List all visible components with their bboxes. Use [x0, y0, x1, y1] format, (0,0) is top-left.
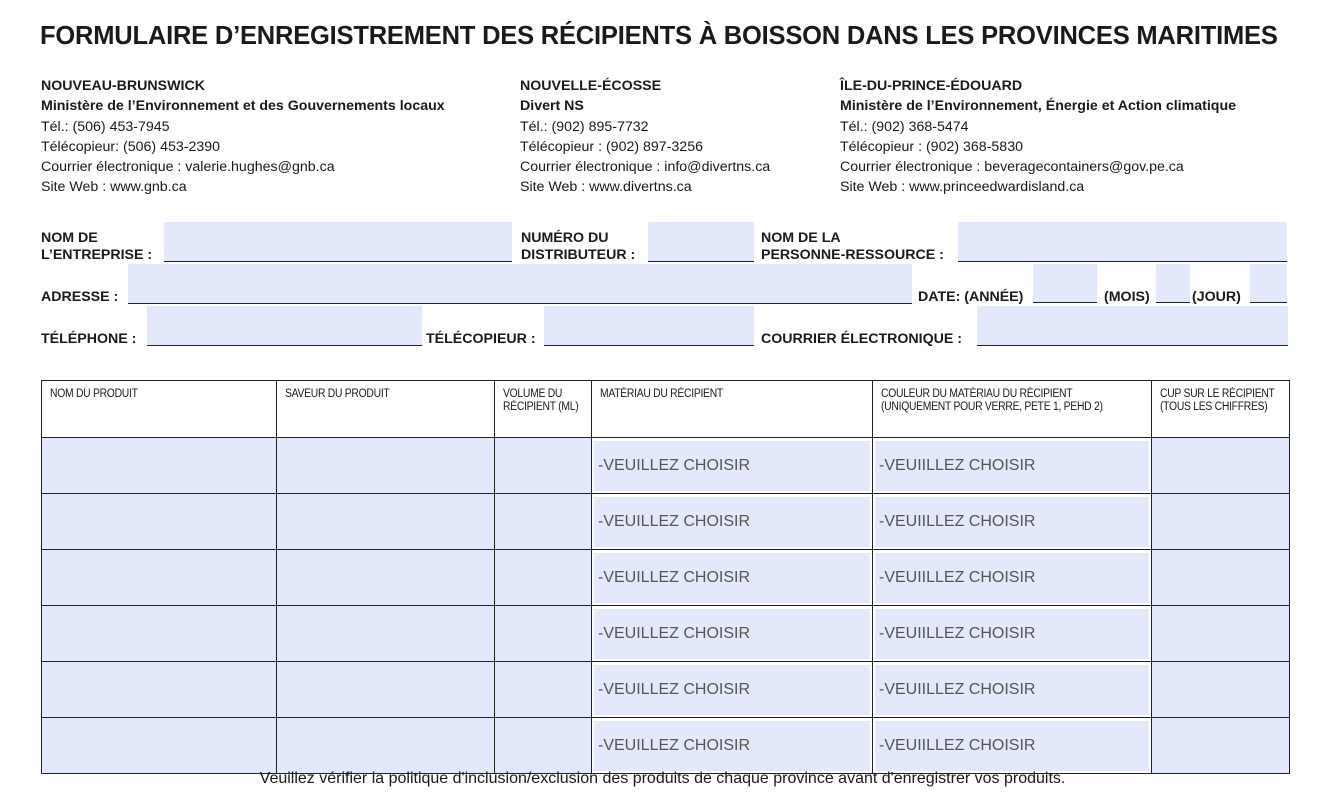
- header-line: (UNIQUEMENT POUR VERRE, PETE 1, PEHD 2): [881, 401, 1103, 413]
- date-year-label: DATE: (ANNÉE): [918, 289, 1024, 305]
- label-line: DISTRIBUTEUR :: [521, 247, 636, 263]
- color-select-cell: [873, 718, 1152, 774]
- table-row: [42, 606, 1290, 662]
- contact-person-field[interactable]: [958, 222, 1287, 262]
- product-table: [41, 380, 1290, 774]
- date-month-field[interactable]: [1156, 264, 1190, 303]
- agency-name: Ministère de l’Environnement et des Gouvernements locaux: [41, 98, 445, 115]
- address-label: ADRESSE :: [41, 289, 119, 305]
- province-name: NOUVEAU-BRUNSWICK: [41, 78, 205, 94]
- province-name: NOUVELLE-ÉCOSSE: [520, 78, 662, 94]
- color-select-cell: [873, 550, 1152, 606]
- header-product-flavor: [277, 381, 495, 438]
- product-name-cell[interactable]: [42, 606, 277, 662]
- product-flavor-cell[interactable]: [277, 606, 495, 662]
- container-volume-cell[interactable]: [495, 718, 592, 774]
- contact-pei: [840, 76, 1236, 198]
- material-select[interactable]: -VEUILLEZ CHOISIR: [594, 721, 870, 771]
- container-volume-cell[interactable]: [495, 662, 592, 718]
- material-select-cell: [592, 662, 873, 718]
- header-line: COULEUR DU MATÉRIAU DU RÉCIPIENT: [881, 388, 1073, 400]
- label-line: NOM DE LA: [761, 230, 841, 246]
- header-line: MATÉRIAU DU RÉCIPIENT: [600, 388, 723, 400]
- upc-cell[interactable]: [1152, 494, 1290, 550]
- header-material-color: [873, 381, 1152, 438]
- material-select-cell: [592, 438, 873, 494]
- date-day-field[interactable]: [1250, 264, 1287, 303]
- province-name: ÎLE-DU-PRINCE-ÉDOUARD: [840, 78, 1023, 94]
- contact-new-brunswick: [41, 76, 445, 198]
- table-row: [42, 438, 1290, 494]
- date-day-label: (JOUR): [1192, 289, 1241, 305]
- label-line: PERSONNE-RESSOURCE :: [761, 247, 944, 263]
- email-text: Courrier électronique : info@divertns.ca: [520, 159, 771, 176]
- color-select-cell: [873, 494, 1152, 550]
- material-select-cell: [592, 718, 873, 774]
- product-flavor-cell[interactable]: [277, 438, 495, 494]
- label-line: L’ENTREPRISE :: [41, 247, 153, 263]
- company-name-field[interactable]: [164, 222, 512, 262]
- container-volume-cell[interactable]: [495, 438, 592, 494]
- product-flavor-cell[interactable]: [277, 718, 495, 774]
- agency-name: Divert NS: [520, 98, 584, 115]
- upc-cell[interactable]: [1152, 662, 1290, 718]
- phone-text: Tél.: (902) 368-5474: [840, 118, 969, 135]
- color-select[interactable]: -VEUIILLEZ CHOISIR: [875, 497, 1149, 547]
- header-container-material: [592, 381, 873, 438]
- fax-text: Télécopieur : (902) 897-3256: [520, 138, 703, 155]
- email-field[interactable]: [977, 306, 1288, 346]
- header-line: RÉCIPIENT (ML): [503, 401, 579, 413]
- color-select-cell: [873, 606, 1152, 662]
- color-select[interactable]: -VEUIILLEZ CHOISIR: [875, 441, 1149, 491]
- header-line: NOM DU PRODUIT: [50, 388, 138, 400]
- fax-text: Télécopieur : (902) 368-5830: [840, 138, 1023, 155]
- footnote: Veuillez vérifier la politique d'inclusion/exclusion des produits de chaque province avant d'enregistrer vos produits.: [259, 770, 1066, 787]
- header-upc: [1152, 381, 1290, 438]
- date-year-field[interactable]: [1033, 264, 1097, 303]
- material-select[interactable]: -VEUILLEZ CHOISIR: [594, 441, 870, 491]
- product-name-cell[interactable]: [42, 662, 277, 718]
- agency-name: Ministère de l’Environnement, Énergie et Action climatique: [840, 98, 1237, 115]
- product-name-cell[interactable]: [42, 438, 277, 494]
- website-text: Site Web : www.gnb.ca: [41, 179, 187, 196]
- product-name-cell[interactable]: [42, 718, 277, 774]
- material-select[interactable]: -VEUILLEZ CHOISIR: [594, 497, 870, 547]
- fax-field[interactable]: [544, 306, 754, 346]
- material-select-cell: [592, 606, 873, 662]
- header-line: VOLUME DU: [503, 388, 563, 400]
- date-month-label: (MOIS): [1104, 289, 1150, 305]
- header-line: (TOUS LES CHIFFRES): [1160, 401, 1268, 413]
- material-select-cell: [592, 550, 873, 606]
- header-line: CUP SUR LE RÉCIPIENT: [1160, 388, 1275, 400]
- fax-label: TÉLÉCOPIEUR :: [426, 331, 536, 347]
- table-row: [42, 662, 1290, 718]
- container-volume-cell[interactable]: [495, 550, 592, 606]
- phone-text: Tél.: (902) 895-7732: [520, 118, 649, 135]
- form-title: FORMULAIRE D’ENREGISTREMENT DES RÉCIPIENTS À BOISSON DANS LES PROVINCES MARITIMES: [40, 22, 1278, 50]
- container-volume-cell[interactable]: [495, 494, 592, 550]
- header-container-volume: [495, 381, 592, 438]
- product-flavor-cell[interactable]: [277, 550, 495, 606]
- upc-cell[interactable]: [1152, 550, 1290, 606]
- color-select[interactable]: -VEUIILLEZ CHOISIR: [875, 609, 1149, 659]
- header-product-name: [42, 381, 277, 438]
- address-field[interactable]: [128, 264, 912, 304]
- table-row: [42, 718, 1290, 774]
- phone-field[interactable]: [147, 306, 422, 346]
- container-volume-cell[interactable]: [495, 606, 592, 662]
- table-row: [42, 494, 1290, 550]
- table-header-row: [42, 381, 1290, 438]
- label-line: NOM DE: [41, 230, 98, 246]
- fax-text: Télécopieur: (506) 453-2390: [41, 138, 221, 155]
- contact-person-label: [761, 230, 944, 264]
- color-select[interactable]: -VEUIILLEZ CHOISIR: [875, 721, 1149, 771]
- website-text: Site Web : www.princeedwardisland.ca: [840, 179, 1085, 196]
- product-flavor-cell[interactable]: [277, 494, 495, 550]
- color-select[interactable]: -VEUIILLEZ CHOISIR: [875, 665, 1149, 715]
- company-name-label: [41, 230, 152, 264]
- product-name-cell[interactable]: [42, 494, 277, 550]
- product-name-cell[interactable]: [42, 550, 277, 606]
- phone-text: Tél.: (506) 453-7945: [41, 118, 170, 135]
- label-line: NUMÉRO DU: [521, 230, 609, 246]
- email-text: Courrier électronique : valerie.hughes@gnb.ca: [41, 159, 335, 176]
- email-text: Courrier électronique : beveragecontainers@gov.pe.ca: [840, 159, 1184, 176]
- color-select[interactable]: -VEUIILLEZ CHOISIR: [875, 553, 1149, 603]
- distributor-number-label: [521, 230, 635, 264]
- product-flavor-cell[interactable]: [277, 662, 495, 718]
- material-select-cell: [592, 494, 873, 550]
- email-label: COURRIER ÉLECTRONIQUE :: [761, 331, 962, 347]
- color-select-cell: [873, 662, 1152, 718]
- material-select[interactable]: -VEUILLEZ CHOISIR: [594, 553, 870, 603]
- upc-cell[interactable]: [1152, 718, 1290, 774]
- material-select[interactable]: -VEUILLEZ CHOISIR: [594, 665, 870, 715]
- website-text: Site Web : www.divertns.ca: [520, 179, 692, 196]
- table-row: [42, 550, 1290, 606]
- contact-nova-scotia: [520, 76, 770, 198]
- color-select-cell: [873, 438, 1152, 494]
- upc-cell[interactable]: [1152, 438, 1290, 494]
- upc-cell[interactable]: [1152, 606, 1290, 662]
- phone-label: TÉLÉPHONE :: [41, 331, 137, 347]
- material-select[interactable]: -VEUILLEZ CHOISIR: [594, 609, 870, 659]
- header-line: SAVEUR DU PRODUIT: [285, 388, 390, 400]
- distributor-number-field[interactable]: [648, 222, 754, 262]
